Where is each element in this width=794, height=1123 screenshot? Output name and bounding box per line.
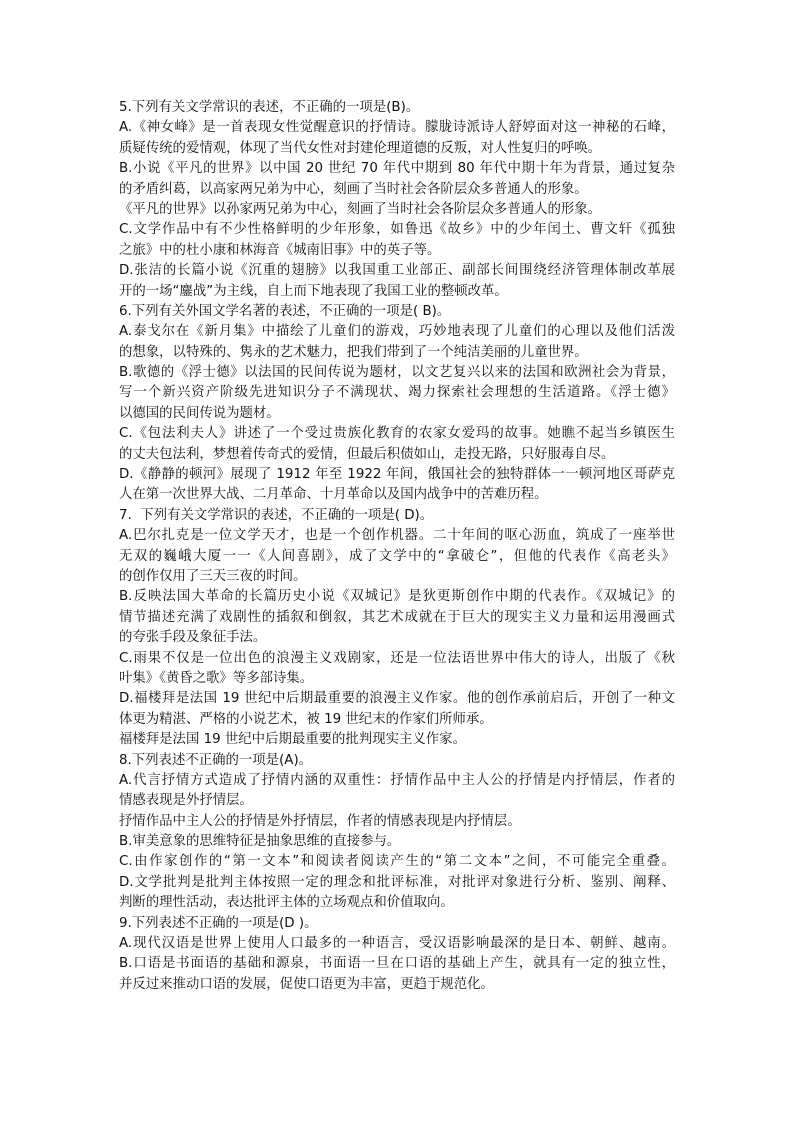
text-line: 判断的理性活动，表达批评主体的立场观点和价值取向。 xyxy=(119,895,454,911)
text-line: A.《神女峰》是一首表现女性觉醒意识的抒情诗。朦胧诗派诗人舒婷面对这一神秘的石峰， xyxy=(119,120,675,136)
text-line: 质疑传统的爱情观，体现了当代女性对封建伦理道德的反叛，对人性复归的呼唤。 xyxy=(119,140,602,156)
text-line: 抒情作品中主人公的抒情是外抒情层，作者的情感表现是内抒情层。 xyxy=(119,813,521,829)
text-line: 写一个新兴资产阶级先进知识分子不满现状、竭力探索社会理想的生活道路。《浮士德》 xyxy=(119,385,675,401)
text-line: B.审美意象的思维特征是抽象思维的直接参与。 xyxy=(119,834,401,850)
text-line: C.文学作品中有不少性格鲜明的少年形象，如鲁迅《故乡》中的少年闰土、曹文轩《孤独 xyxy=(119,222,675,238)
text-line: 情感表现是外抒情层。 xyxy=(119,793,253,809)
text-line: 无双的巍峨大厦一一《人间喜剧》，成了文学中的“拿破仑”，但他的代表作《高老头》 xyxy=(119,548,675,564)
text-line: 体更为精湛、严格的小说艺术，被 19 世纪末的作家们所师承。 xyxy=(119,711,493,727)
text-line: 7. 下列有关文学常识的表述，不正确的一项是( D)。 xyxy=(119,507,434,523)
text-line: A.巴尔扎克是一位文学天才，也是一个创作机器。二十年间的呕心沥血，筑成了一座举世 xyxy=(119,528,675,544)
text-line: 《平凡的世界》以孙家两兄弟为中心，刻画了当时社会各阶层众多普通人的形象。 xyxy=(119,201,602,217)
text-line: 以德国的民间传说为题材。 xyxy=(119,405,280,421)
text-line: D.张洁的长篇小说《沉重的翅膀》以我国重工业部正、副部长间围绕经济管理体制改革展 xyxy=(119,263,675,279)
text-line: 的夸张手段及象征手法。 xyxy=(119,630,267,646)
text-line: A.代言抒情方式造成了抒情内涵的双重性：抒情作品中主人公的抒情是内抒情层，作者的 xyxy=(119,772,675,788)
text-line: 并反过来推动口语的发展，促使口语更为丰富，更趋于规范化。 xyxy=(119,976,494,992)
text-line: A.现代汉语是世界上使用人口最多的一种语言，受汉语影响最深的是日本、朝鲜、越南。 xyxy=(119,936,675,952)
text-line: C.由作家创作的“第一文本”和阅读者阅读产生的“第二文本”之间，不可能完全重叠。 xyxy=(119,854,675,870)
text-line: 的丈夫包法利，梦想着传奇式的爱情，但最后积债如山，走投无路，只好服毒自尽。 xyxy=(119,446,615,462)
text-line: B.口语是书面语的基础和源泉，书面语一旦在口语的基础上产生，就具有一定的独立性， xyxy=(119,956,675,972)
text-line: 的矛盾纠葛，以高家两兄弟为中心，刻画了当时社会各阶层众多普通人的形象。 xyxy=(119,181,588,197)
text-line: 5.下列有关文学常识的表述，不正确的一项是(B)。 xyxy=(119,100,420,115)
text-line: B.反映法国大革命的长篇历史小说《双城记》是狄更斯创作中期的代表作。《双城记》的 xyxy=(119,589,675,605)
text-line: D.《静静的顿河》展现了 1912 年至 1922 年间，俄国社会的独特群体一一顿河地区哥萨克 xyxy=(119,467,675,483)
text-line: 9.下列表述不正确的一项是(D )。 xyxy=(119,915,318,931)
text-line: 叶集》《黄昏之歌》等多部诗集。 xyxy=(119,670,314,686)
text-line: 开的一场“鏖战”为主线，自上而下地表现了我国工业的整顿改革。 xyxy=(119,283,508,299)
text-line: 的创作仅用了三天三夜的时间。 xyxy=(119,568,307,584)
text-line: 8.下列表述不正确的一项是(A)。 xyxy=(119,752,313,768)
text-line: 之旅》中的杜小康和林海音《城南旧事》中的英子等。 xyxy=(119,242,441,258)
text-line: A.泰戈尔在《新月集》中描绘了儿童们的游戏，巧妙地表现了儿童们的心理以及他们活泼 xyxy=(119,324,675,340)
text-line: 情节描述充满了戏剧性的插叙和倒叙，其艺术成就在于巨大的现实主义力量和运用漫画式 xyxy=(119,609,675,625)
text-line: 福楼拜是法国 19 世纪中后期最重要的批判现实主义作家。 xyxy=(119,732,466,748)
text-line: 人在第一次世界大战、二月革命、十月革命以及国内战争中的苦难历程。 xyxy=(119,487,548,503)
text-line: D.文学批判是批判主体按照一定的理念和批评标准，对批评对象进行分析、鉴别、阐释、 xyxy=(119,874,675,890)
text-line: 6.下列有关外国文学名著的表述，不正确的一项是( B)。 xyxy=(119,303,451,319)
text-line: B.小说《平凡的世界》以中国 20 世纪 70 年代中期到 80 年代中期十年为背景，通过复杂 xyxy=(119,161,675,177)
text-line: D.福楼拜是法国 19 世纪中后期最重要的浪漫主义作家。他的创作承前启后，开创了一种文 xyxy=(119,691,675,707)
text-line: 的想象，以特殊的、隽永的艺术魅力，把我们带到了一个纯洁美丽的儿童世界。 xyxy=(119,344,588,360)
text-line: B.歌德的《浮士德》以法国的民间传说为题材，以文艺复兴以来的法国和欧洲社会为背景， xyxy=(119,365,675,381)
text-line: C.雨果不仅是一位出色的浪漫主义戏剧家，还是一位法语世界中伟大的诗人，出版了《秋 xyxy=(119,650,675,666)
document-body xyxy=(119,98,675,995)
text-line: C.《包法利夫人》讲述了一个受过贵族化教育的农家女爱玛的故事。她瞧不起当乡镇医生 xyxy=(119,426,675,442)
